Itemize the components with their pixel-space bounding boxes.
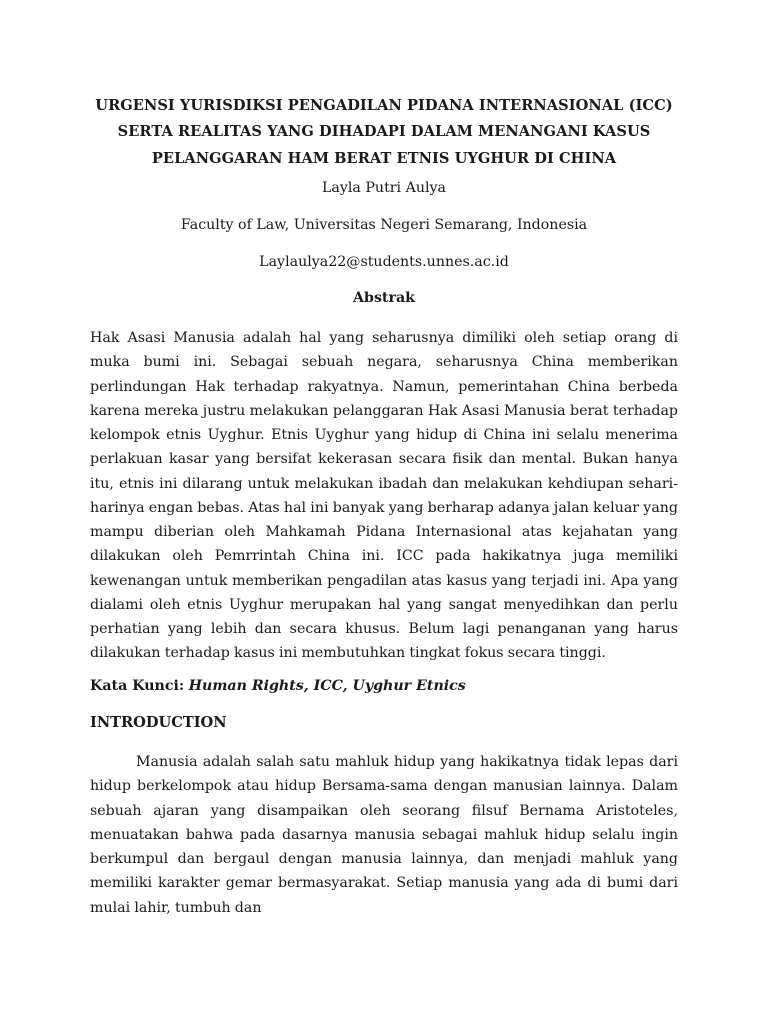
keywords-line	[90, 678, 678, 694]
author-affiliation: Faculty of Law, Universitas Negeri Semarang, Indonesia	[180, 217, 588, 233]
keywords-label: Kata Kunci:	[90, 678, 185, 694]
author-name: Layla Putri Aulya	[321, 180, 446, 196]
abstract-heading: Abstrak	[353, 290, 415, 306]
author-email: Laylaulya22@students.unnes.ac.id	[259, 254, 509, 270]
introduction-text: Manusia adalah salah satu mahluk hidup yang hakikatnya tidak lepas dari hidup berkelompok atau hidup Bersama-sama dengan manusian lainnya. Dalam sebuah ajaran yang disampaikan oleh seorang filsuf Bernama Aristoteles, menuatakan bahwa pada dasarnya manusia sebagai mahluk hidup selalu ingin berkumpul dan bergaul dengan manusia lainnya, dan menjadi mahluk yang memiliki karakter gemar bermasyarakat. Setiap manusia yang ada di bumi dari mulai lahir, tumbuh dan	[90, 754, 678, 916]
keywords-values: Human Rights, ICC, Uyghur Etnics	[188, 678, 466, 694]
introduction-heading: INTRODUCTION	[90, 714, 227, 731]
abstract-text: Hak Asasi Manusia adalah hal yang seharusnya dimiliki oleh setiap orang di muka bumi ini. Sebagai sebuah negara, seharusnya China memberikan perlindungan Hak terhadap rakyatnya. Namun, pemerintahan China berbeda karena mereka justru melakukan pelanggaran Hak Asasi Manusia berat terhadap kelompok etnis Uyghur. Etnis Uyghur yang hidup di China ini selalu menerima perlakuan kasar yang bersifat kekerasan secara fisik dan mental. Bukan hanya itu, etnis ini dilarang untuk melakukan ibadah dan melakukan kehdiupan sehari-harinya engan bebas. Atas hal ini banyak yang berharap adanya jalan keluar yang mampu diberian oleh Mahkamah Pidana Internasional atas kejahatan yang dilakukan oleh Pemrrintah China ini. ICC pada hakikatnya juga memiliki kewenangan untuk memberikan pengadilan atas kasus yang terjadi ini. Apa yang dialami oleh etnis Uyghur merupakan hal yang sangat menyedihkan dan perlu perhatian yang lebih dan secara khusus. Belum lagi penanganan yang harus dilakukan terhadap kasus ini membutuhkan tingkat fokus secara tinggi.	[90, 330, 678, 662]
paper-title: URGENSI YURISDIKSI PENGADILAN PIDANA INTERNASIONAL (ICC) SERTA REALITAS YANG DIHADAPI DALAM MENANGANI KASUS PELANGGARAN HAM BERAT ETNIS UYGHUR DI CHINA	[95, 97, 673, 167]
